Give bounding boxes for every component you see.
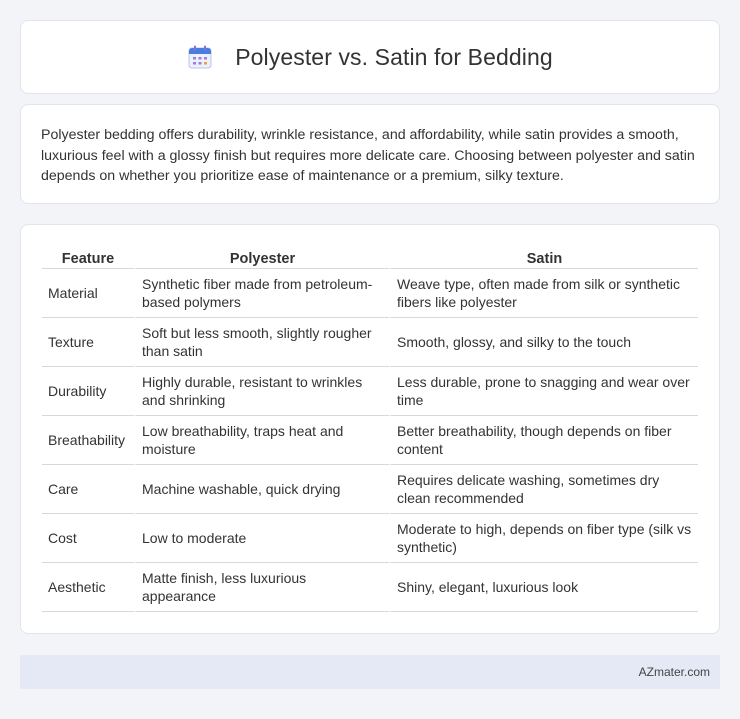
table-row: [42, 563, 698, 612]
feature-cell: Care: [42, 465, 134, 514]
title-card: [20, 20, 720, 94]
satin-cell: Less durable, prone to snagging and wear over time: [389, 367, 698, 416]
feature-cell: Breathability: [42, 416, 134, 465]
polyester-cell: Synthetic fiber made from petroleum-based polymers: [134, 269, 389, 318]
comparison-table: [42, 245, 698, 612]
header-polyester: Polyester: [134, 245, 389, 269]
footer-site-link[interactable]: AZmater.com: [638, 665, 710, 679]
polyester-cell: Low breathability, traps heat and moisture: [134, 416, 389, 465]
satin-cell: Requires delicate washing, sometimes dry clean recommended: [389, 465, 698, 514]
polyester-cell: Highly durable, resistant to wrinkles and shrinking: [134, 367, 389, 416]
polyester-cell: Machine washable, quick drying: [134, 465, 389, 514]
polyester-cell: Low to moderate: [134, 514, 389, 563]
table-row: [42, 318, 698, 367]
feature-cell: Texture: [42, 318, 134, 367]
satin-cell: Weave type, often made from silk or synthetic fibers like polyester: [389, 269, 698, 318]
table-row: [42, 465, 698, 514]
table-row: [42, 269, 698, 318]
feature-cell: Material: [42, 269, 134, 318]
table-row: [42, 367, 698, 416]
header-feature: Feature: [42, 245, 134, 269]
intro-card: [20, 104, 720, 204]
calendar-icon: [187, 44, 213, 70]
table-header-row: [42, 245, 698, 269]
table-row: [42, 416, 698, 465]
polyester-cell: Matte finish, less luxurious appearance: [134, 563, 389, 612]
satin-cell: Smooth, glossy, and silky to the touch: [389, 318, 698, 367]
header-satin: Satin: [389, 245, 698, 269]
satin-cell: Moderate to high, depends on fiber type (silk vs synthetic): [389, 514, 698, 563]
satin-cell: Better breathability, though depends on fiber content: [389, 416, 698, 465]
intro-paragraph: Polyester bedding offers durability, wrinkle resistance, and affordability, while satin provides a smooth, luxurious feel with a glossy finish but requires more delicate care. Choosing between polyester and satin depends on whether you prioritize ease of maintenance or a premium, silky texture.: [41, 127, 695, 184]
title-row: [187, 44, 553, 71]
polyester-cell: Soft but less smooth, slightly rougher than satin: [134, 318, 389, 367]
table-row: [42, 514, 698, 563]
feature-cell: Durability: [42, 367, 134, 416]
page-title: Polyester vs. Satin for Bedding: [235, 43, 553, 70]
comparison-card: [20, 224, 720, 634]
satin-cell: Shiny, elegant, luxurious look: [389, 563, 698, 612]
footer-bar: [20, 655, 720, 689]
feature-cell: Cost: [42, 514, 134, 563]
feature-cell: Aesthetic: [42, 563, 134, 612]
